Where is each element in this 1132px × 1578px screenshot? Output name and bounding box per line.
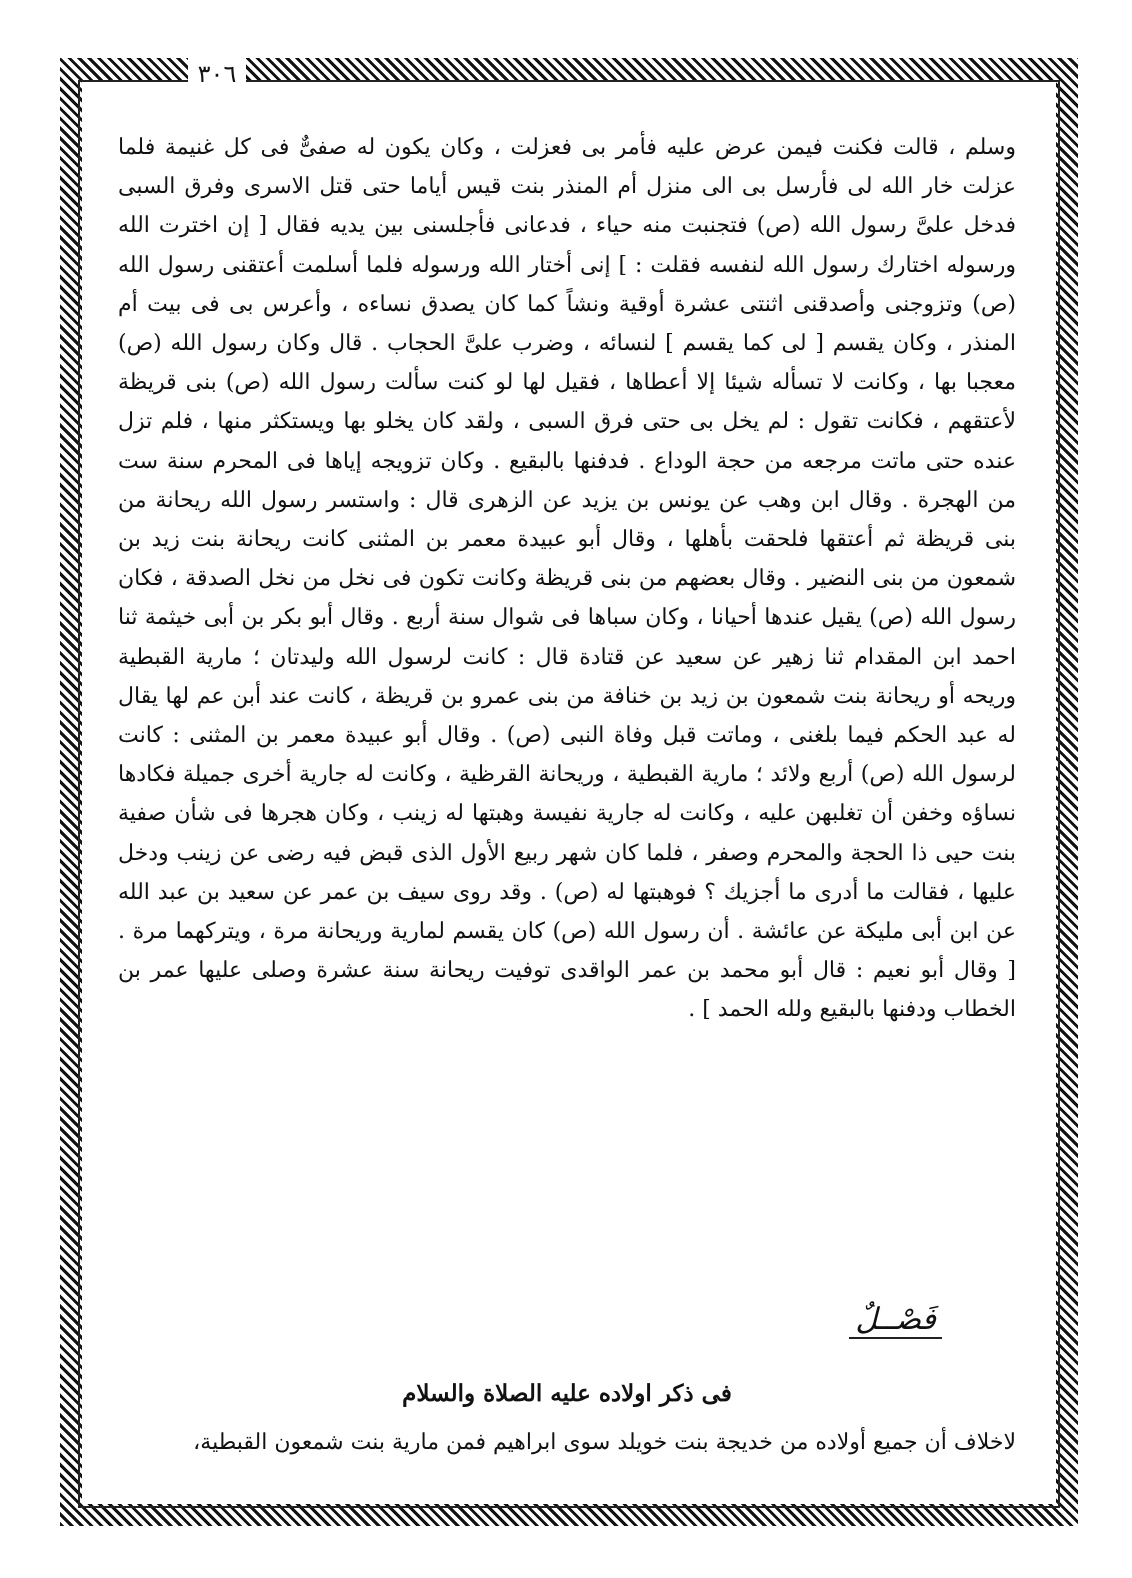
body-paragraph: وسلم ، قالت فكنت فيمن عرض عليه فأمر بى فعزلت ، وكان يكون له صفىٌّ فى كل غنيمة فلما عزلت خار الله لى فأرسل بى الى منزل أم المنذر بنت قيس أياما حتى قتل الاسرى وفرق السبى فدخل علىَّ رسول الله (ص) فتجنبت منه حياء ، فدعانى فأجلسنى بين يديه فقال [ إن اخترت الله ورسوله اختارك رسول الله لنفسه فقلت : ] إنى أختار الله ورسوله فلما أسلمت أعتقنى رسول الله (ص) وتزوجنى وأصدقنى اثنتى عشرة أوقية ونشاً كما كان يصدق نساءه ، وأعرس بى فى بيت أم المنذر ، وكان يقسم [ لى كما يقسم ] لنسائه ، وضرب علىَّ الحجاب . قال وكان رسول الله (ص) معجبا بها ، وكانت لا تسأله شيئا إلا أعطاها ، فقيل لها لو كنت سألت رسول الله (ص) بنى قريظة لأعتقهم ، فكانت تقول : لم يخل بى حتى فرق السبى ، ولقد كان يخلو بها ويستكثر منها ، فلم تزل عنده حتى ماتت مرجعه من حجة الوداع . فدفنها بالبقيع . وكان تزويجه إياها فى المحرم سنة ست من الهجرة . وقال ابن وهب عن يونس بن يزيد عن الزهرى قال : واستسر رسول الله ريحانة من بنى قريظة ثم أعتقها فلحقت بأهلها ، وقال أبو عبيدة معمر بن المثنى كانت ريحانة بنت زيد بن شمعون من بنى النضير . وقال بعضهم من بنى قريظة وكانت تكون فى نخل من نخل الصدقة ، فكان رسول الله (ص) يقيل عندها أحيانا ، وكان سباها فى شوال سنة أربع . وقال أبو بكر بن أبى خيثمة ثنا احمد ابن المقدام ثنا زهير عن سعيد عن قتادة قال : كانت لرسول الله وليدتان ؛ مارية القبطية وريحه أو ريحانة بنت شمعون بن زيد بن خنافة من بنى عمرو بن قريظة ، كانت عند أبن عم لها يقال له عبد الحكم فيما بلغنى ، وماتت قبل وفاة النبى (ص) . وقال أبو عبيدة معمر بن المثنى : كانت لرسول الله (ص) أربع ولائد ؛ مارية القبطية ، وريحانة القرظية ، وكانت له جارية أخرى جميلة فكادها نساؤه وخفن أن تغلبهن عليه ، وكانت له جارية نفيسة وهبتها له زينب ، وكان هجرها فى شأن صفية بنت حيى ذا الحجة والمحرم وصفر ، فلما كان شهر ربيع الأول الذى قبض فيه رضى عن زينب ودخل عليها ، فقالت ما أدرى ما أجزيك ؟ فوهبتها له (ص) . وقد روى سيف بن عمر عن سعيد بن عبد الله عن ابن أبى مليكة عن عائشة . أن رسول الله (ص) كان يقسم لمارية وريحانة مرة ، ويتركهما مرة . [ وقال أبو نعيم : قال أبو محمد بن عمر الواقدى توفيت ريحانة سنة عشرة وصلى عليها عمر بن الخطاب ودفنها بالبقيع ولله الحمد ] . <box>118 135 1017 1023</box>
chapter-ornament: فَصْــلٌ <box>849 1302 942 1339</box>
closing-line: لاخلاف أن جميع أولاده من خديجة بنت خويلد سوى ابراهيم فمن مارية بنت شمعون القبطية، <box>193 1430 1016 1455</box>
page-number: ٣٠٦ <box>188 58 246 90</box>
section-heading: فى ذكر اولاده عليه الصلاة والسلام <box>402 1380 732 1407</box>
